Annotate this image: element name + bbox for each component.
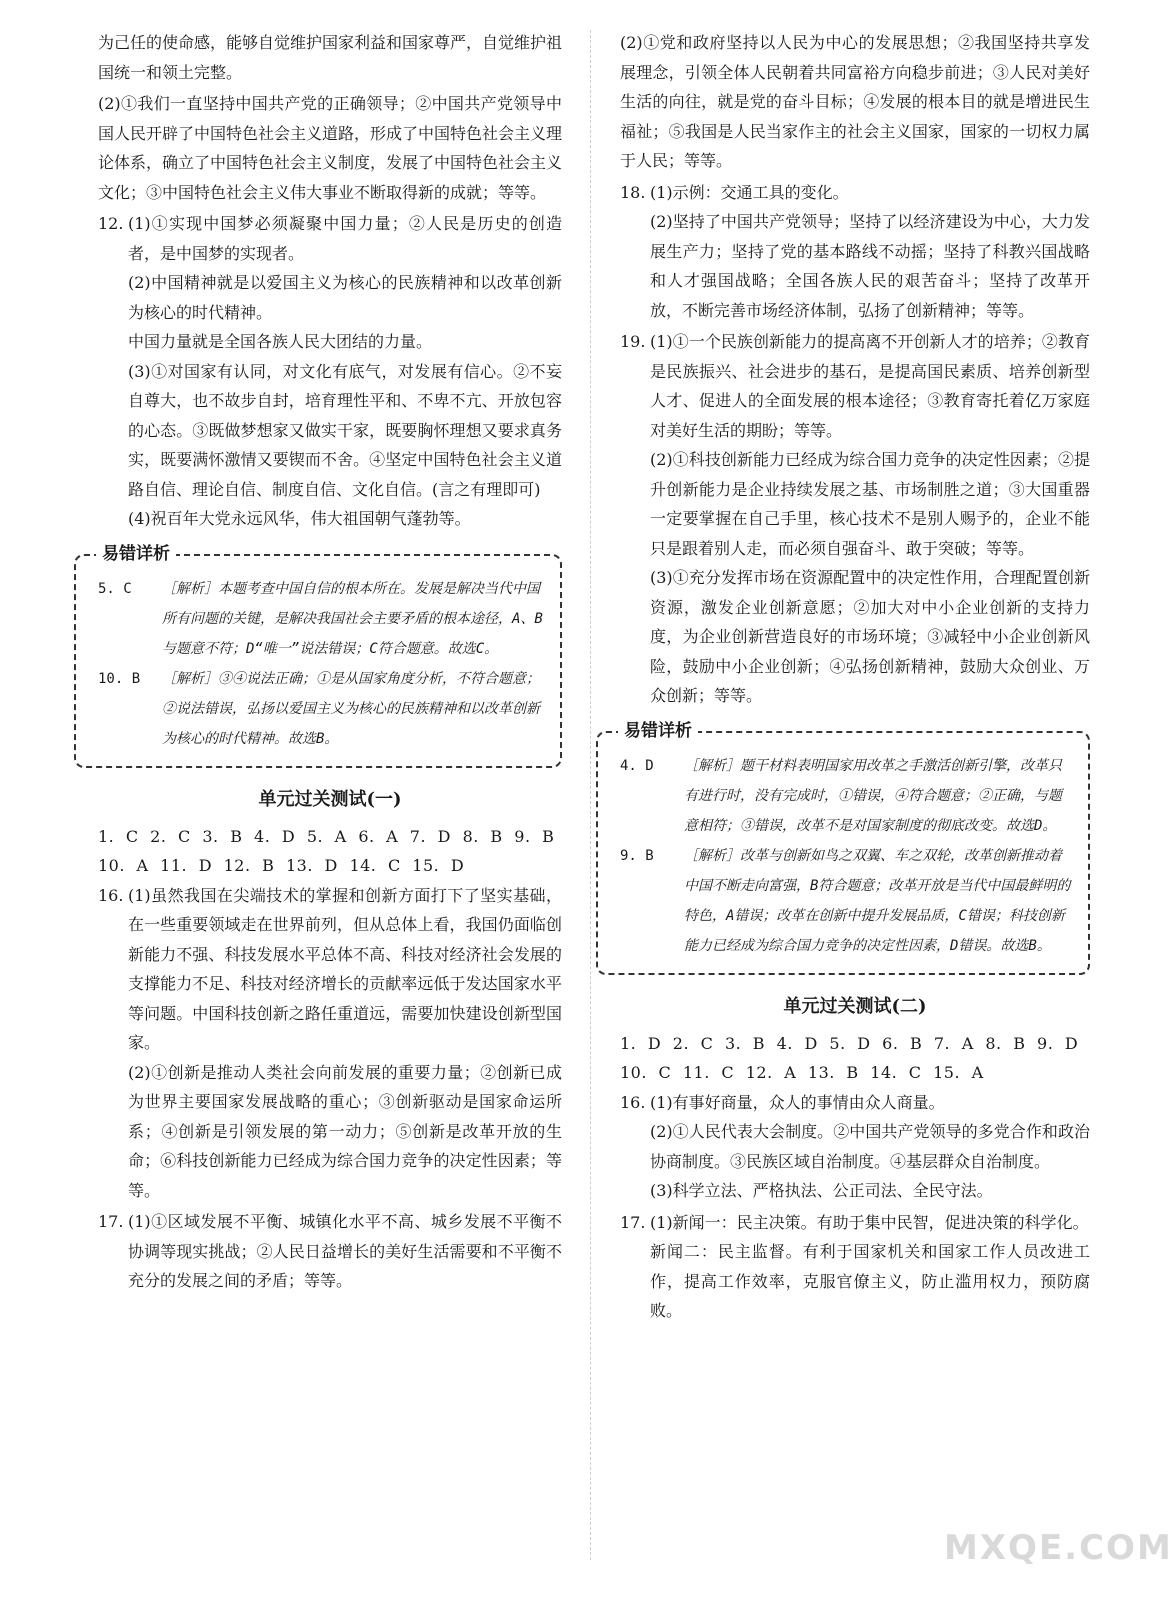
question-body: [650, 1088, 1090, 1206]
question-number: 17.: [620, 1212, 646, 1232]
column-divider: [590, 30, 591, 1560]
question-16: [620, 1088, 1090, 1206]
answer-part: (3)①对国家有认同，对文化有底气，对发展有信心。②不妄自尊大，也不故步自封，培育理性平和、不卑不亢、开放包容的心态。③既做梦想家又做实干家，既要胸怀理想又要求真务实，既要满怀激情又要锲而不舍。④坚定中国特色社会主义道路自信、理论自信、制度自信、文化自信。(言之有理即可): [128, 361, 562, 499]
question-19: [620, 327, 1090, 711]
item-text: ［解析］改革与创新如鸟之双翼、车之双轮，改革创新推动着中国不断走向富强，B符合题意；改革开放是当代中国最鲜明的特色，A错误；改革在创新中提升发展品质，C错误；科技创新能力已经成为综合国力竞争的决定性因素，D错误。故选B。: [684, 847, 1071, 954]
question-body: [128, 209, 562, 534]
question-number: 16.: [98, 885, 124, 905]
choice-answers: 1. C 2. C 3. B 4. D 5. A 6. A 7. D 8. B 9. B: [98, 826, 555, 846]
answer-part: (2)①科技创新能力已经成为综合国力竞争的决定性因素；②提升创新能力是企业持续发展之基、市场制胜之道；③大国重器一定要掌握在自己手里，核心技术不是别人赐予的，企业不能只是跟着别人走，而必须自强奋斗、敢于突破；等等。: [650, 450, 1090, 558]
choice-answers: 10. A 11. D 12. B 13. D 14. C 15. D: [98, 856, 465, 875]
item-answer: 5. C: [98, 580, 132, 597]
question-number: 12.: [98, 214, 124, 233]
answer-part: (2)坚持了中国共产党领导；坚持了以经济建设为中心，大力发展生产力；坚持了党的基本路线不动摇；坚持了科教兴国战略和人才强国战略；全国各族人民的艰苦奋斗；坚持了改革开放，不断完善市场经济体制，弘扬了创新精神；等等。: [650, 212, 1090, 320]
answer-part: (2)中国精神就是以爱国主义为核心的民族精神和以改革创新为核心的时代精神。: [128, 273, 562, 322]
answer-part: (1)①实现中国梦必须凝聚中国力量；②人民是历史的创造者，是中国梦的实现者。: [128, 214, 562, 263]
answer-part: (4)祝百年大党永远风华，伟大祖国朝气蓬勃等。: [128, 509, 471, 528]
question-body: [650, 178, 1090, 326]
paragraph: (2)①我们一直坚持中国共产党的正确领导；②中国共产党领导中国人民开辟了中国特色社会主义道路，形成了中国特色社会主义理论体系，确立了中国特色社会主义制度，发展了中国特色社会主义文化；③中国特色社会主义伟大事业不断取得新的成就；等等。: [98, 94, 563, 202]
choice-answers: 10. C 11. C 12. A 13. B 14. C 15. A: [620, 1063, 984, 1082]
choice-answers: 1. D 2. C 3. B 4. D 5. D 6. B 7. A 8. B 9. D: [620, 1033, 1079, 1053]
question-12: [98, 209, 562, 534]
question-number: 16.: [620, 1092, 646, 1112]
question-number: 17.: [98, 1212, 124, 1231]
question-body: [650, 327, 1090, 711]
answer-part: (1)新闻一：民主决策。有助于集中民智，促进决策的科学化。: [650, 1212, 1089, 1232]
site-watermark: MXQE.COM: [944, 1528, 1173, 1568]
answer-part: (3)①充分发挥市场在资源配置中的决定性作用，合理配置创新资源，激发企业创新意愿；②加大对中小企业创新的支持力度，为企业创新营造良好的市场环境；③减轻中小企业创新风险，鼓励中小企业创新；④弘扬创新精神，鼓励大众创业、万众创新；等等。: [650, 568, 1090, 705]
error-analysis-box: [74, 543, 562, 768]
item-answer: 10. B: [98, 670, 141, 687]
question-18: [620, 178, 1090, 326]
answer-part: 中国力量就是全国各族人民大团结的力量。: [128, 332, 433, 351]
item-text: ［解析］题干材料表明国家用改革之手激活创新引擎，改革只有进行时，没有完成时，①错误，④符合题意；②正确，与题意相符；③错误，改革不是对国家制度的彻底改变。故选D。: [684, 757, 1062, 834]
question-body: [128, 1207, 562, 1296]
analysis-item: [620, 751, 1074, 841]
left-column: [98, 28, 562, 1298]
right-column: [620, 28, 1090, 1328]
section-heading: 单元过关测试(二): [783, 995, 927, 1017]
answer-part: (2)①创新是推动人类社会向前发展的重要力量；②创新已成为世界主要国家发展战略的重心；③创新驱动是国家命运所系；④创新是引领发展的第一动力；⑤创新是改革开放的生命；⑥科技创新能力已经成为综合国力竞争的决定性因素；等等。: [128, 1062, 562, 1200]
analysis-item: [98, 574, 546, 664]
question-16: [98, 881, 562, 1206]
box-title: 易错详析: [96, 543, 176, 565]
answer-part: 新闻二：民主监督。有利于国家机关和国家工作人员改进工作，提高工作效率，克服官僚主义，防止滥用权力，预防腐败。: [650, 1242, 1090, 1320]
answer-part: (1)①区域发展不平衡、城镇化水平不高、城乡发展不平衡不协调等现实挑战；②人民日益增长的美好生活需要和不平衡不充分的发展之间的矛盾；等等。: [128, 1212, 562, 1290]
answer-part: (1)虽然我国在尖端技术的掌握和创新方面打下了坚实基础，在一些重要领域走在世界前列，但从总体上看，我国仍面临创新能力不强、科技发展水平总体不高、科技对经济社会发展的支撑能力不足、科技对经济增长的贡献率远低于发达国家水平等问题。中国科技创新之路任重道远，需要加快建设创新型国家。: [128, 885, 562, 1052]
item-text: ［解析］③④说法正确；①是从国家角度分析，不符合题意；②说法错误，弘扬以爱国主义为核心的民族精神和以改革创新为核心的时代精神。故选B。: [162, 670, 540, 747]
question-17: [620, 1208, 1090, 1326]
answer-part: (2)①人民代表大会制度。②中国共产党领导的多党合作和政治协商制度。③民族区域自治制度。④基层群众自治制度。: [650, 1122, 1090, 1171]
analysis-item: [620, 841, 1074, 961]
box-title: 易错详析: [618, 720, 698, 742]
error-analysis-box: [596, 720, 1090, 975]
section-heading: 单元过关测试(一): [258, 788, 402, 810]
answer-part: (1)示例：交通工具的变化。: [650, 182, 849, 202]
analysis-item: [98, 664, 546, 754]
answer-part: (3)科学立法、严格执法、公正司法、全民守法。: [650, 1181, 993, 1200]
question-body: [128, 881, 562, 1206]
answer-part: (1)有事好商量，众人的事情由众人商量。: [650, 1092, 945, 1112]
question-number: 18.: [620, 182, 646, 202]
item-answer: 9. B: [620, 847, 654, 864]
question-17: [98, 1207, 562, 1296]
item-answer: 4. D: [620, 757, 654, 774]
item-text: ［解析］本题考查中国自信的根本所在。发展是解决当代中国所有问题的关键，是解决我国社会主要矛盾的根本途径，A、B与题意不符；D“唯一”说法错误；C符合题意。故选C。: [162, 580, 543, 657]
answer-part: (1)①一个民族创新能力的提高离不开创新人才的培养；②教育是民族振兴、社会进步的基石，是提高国民素质、培养创新型人才、促进人的全面发展的根本途径；③教育寄托着亿万家庭对美好生活的期盼；等等。: [650, 332, 1090, 440]
paragraph: 为己任的使命感，能够自觉维护国家利益和国家尊严，自觉维护祖国统一和领土完整。: [98, 33, 563, 82]
question-body: [650, 1208, 1090, 1326]
question-number: 19.: [620, 332, 646, 351]
paragraph: (2)①党和政府坚持以人民为中心的发展思想；②我国坚持共享发展理念，引领全体人民朝着共同富裕方向稳步前进；③人民对美好生活的向往，就是党的奋斗目标；④发展的根本目的就是增进民生福祉；⑤我国是人民当家作主的社会主义国家，国家的一切权力属于人民；等等。: [620, 33, 1090, 170]
